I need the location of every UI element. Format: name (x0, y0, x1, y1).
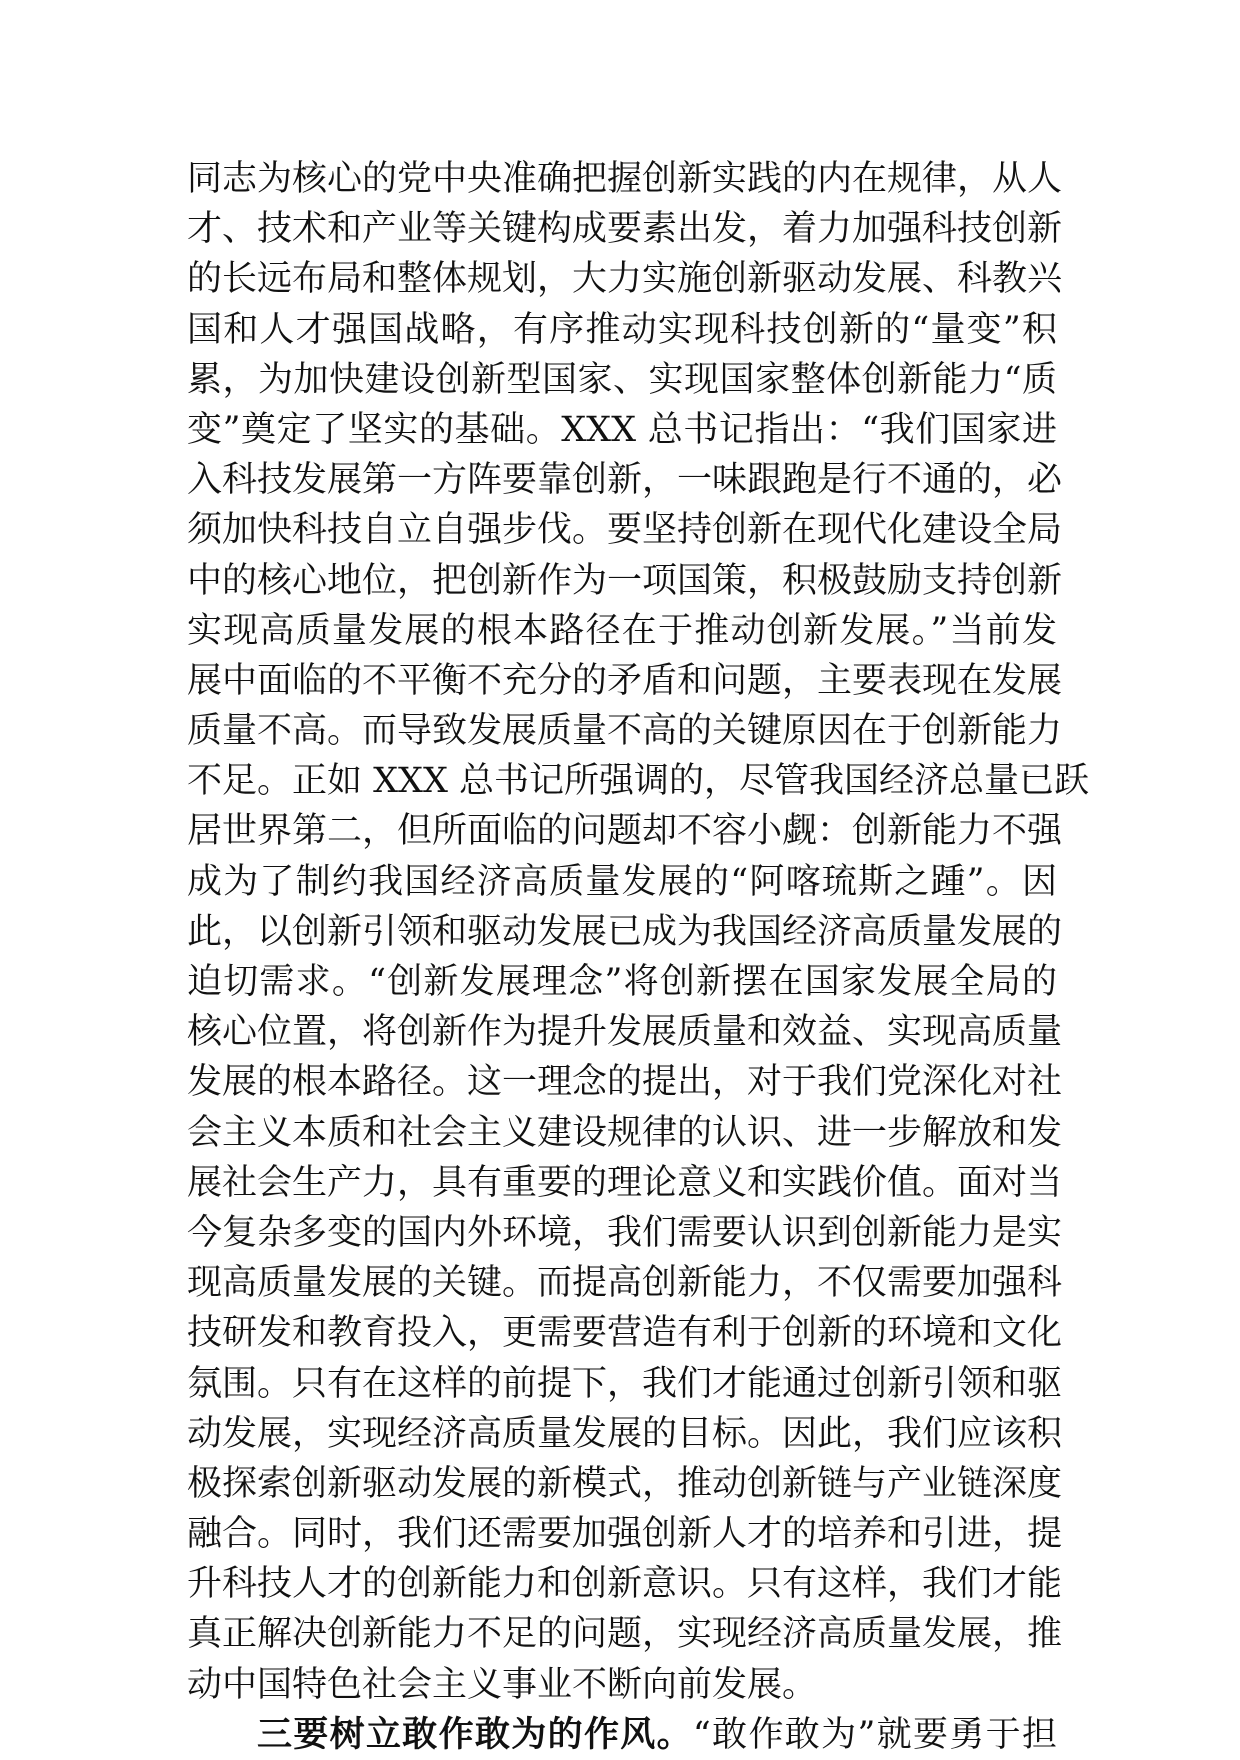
text-line: 不足。正如 XXX 总书记所强调的，尽管我国经济总量已跃 (187, 761, 1090, 802)
text-line: 展社会生产力，具有重要的理论意义和实践价值。面对当 (187, 1162, 1063, 1203)
text-line: 国和人才强国战略，有序推动实现科技创新的“量变”积 (187, 309, 1057, 350)
text-line: 会主义本质和社会主义建设规律的认识、进一步解放和发 (187, 1112, 1063, 1153)
text-line: 发展的根本路径。这一理念的提出，对于我们党深化对社 (187, 1062, 1063, 1103)
text-line: 真正解决创新能力不足的问题，实现经济高质量发展，推 (187, 1614, 1063, 1655)
text-line: 实现高质量发展的根本路径在于推动创新发展。”当前发 (187, 610, 1057, 651)
text-line: 同志为核心的党中央准确把握创新实践的内在规律，从人 (187, 159, 1063, 199)
text-line: 技研发和教育投入，更需要营造有利于创新的环境和文化 (187, 1313, 1063, 1354)
text-line: 此，以创新引领和驱动发展已成为我国经济高质量发展的 (187, 911, 1063, 952)
text-line: 才、技术和产业等关键构成要素出发，着力加强科技创新 (187, 209, 1063, 250)
section-heading: 三要树立敢作敢为的作风。 (257, 1713, 693, 1755)
body-text (187, 154, 1090, 1760)
text-line: 变”奠定了坚实的基础。XXX 总书记指出：“我们国家进 (187, 409, 1057, 450)
text-line: 须加快科技自立自强步伐。要坚持创新在现代化建设全局 (187, 510, 1063, 551)
text-line: 极探索创新驱动发展的新模式，推动创新链与产业链深度 (187, 1463, 1063, 1504)
text-line: 现高质量发展的关键。而提高创新能力，不仅需要加强科 (187, 1263, 1063, 1304)
text-line: 质量不高。而导致发展质量不高的关键原因在于创新能力 (187, 711, 1063, 752)
text-line: 升科技人才的创新能力和创新意识。只有这样，我们才能 (187, 1564, 1063, 1605)
text-line: 迫切需求。“创新发展理念”将创新摆在国家发展全局的 (187, 962, 1057, 1002)
text-line: 融合。同时，我们还需要加强创新人才的培养和引进，提 (187, 1514, 1063, 1555)
text-line: 的长远布局和整体规划，大力实施创新驱动发展、科教兴 (187, 259, 1063, 300)
text-line: 累，为加快建设创新型国家、实现国家整体创新能力“质 (187, 359, 1057, 400)
text-line: 展中面临的不平衡不充分的矛盾和问题，主要表现在发展 (187, 660, 1063, 701)
text-line: 成为了制约我国经济高质量发展的“阿喀琉斯之踵”。因 (187, 861, 1057, 902)
text-line: 氛围。只有在这样的前提下，我们才能通过创新引领和驱 (187, 1363, 1063, 1404)
text-line: 动中国特色社会主义事业不断向前发展。 (187, 1664, 818, 1705)
text-line: 今复杂多变的国内外环境，我们需要认识到创新能力是实 (187, 1212, 1063, 1253)
text-line: 动发展，实现经济高质量发展的目标。因此，我们应该积 (187, 1413, 1063, 1454)
text-line: 核心位置，将创新作为提升发展质量和效益、实现高质量 (187, 1012, 1063, 1053)
text-line: 入科技发展第一方阵要靠创新，一味跟跑是行不通的，必 (187, 460, 1063, 501)
paragraph-text: “敢作敢为”就要勇于担 (692, 1714, 1057, 1755)
text-line: 居世界第二，但所面临的问题却不容小觑：创新能力不强 (187, 811, 1063, 852)
text-line: 中的核心地位，把创新作为一项国策，积极鼓励支持创新 (187, 560, 1063, 601)
paragraph-first-line (187, 1710, 1057, 1760)
